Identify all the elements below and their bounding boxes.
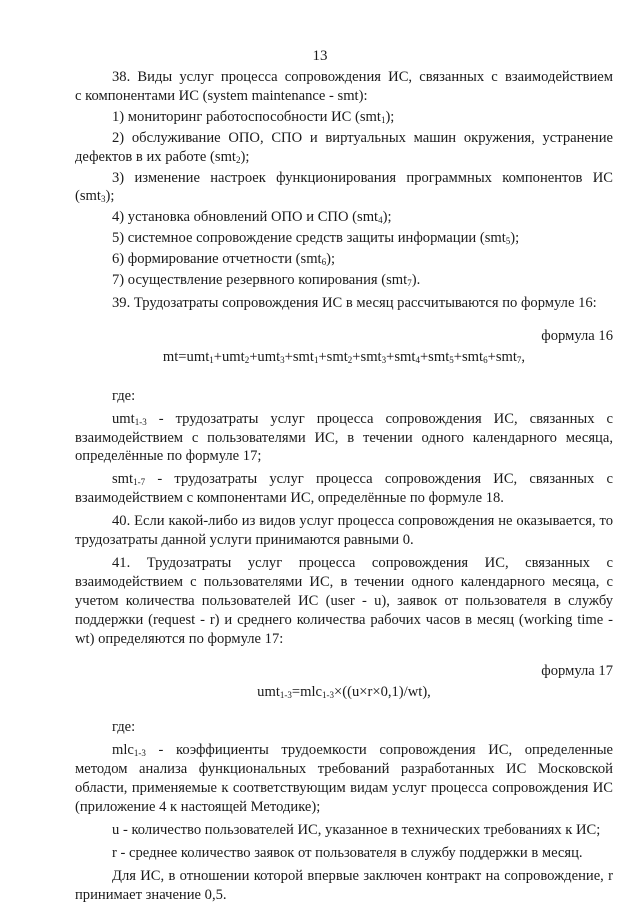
definition-umt: umt$_{1-3}$ - трудозатраты услуг процесса сопровождения ИС, связанных с взаимодействием с пользователями ИС, в течении одного календарного месяца, определённые по формуле 17;	[75, 410, 613, 465]
services-list	[75, 108, 613, 290]
where-label: где:	[112, 719, 136, 736]
list-item: 5) системное сопровождение средств защиты информации (smt$_5$);	[112, 230, 520, 247]
paragraph-38-line-2: с компонентами ИС (system maintenance - smt):	[75, 87, 368, 104]
formula-17: umt$_{1-3}$=mlc$_{1-3}$×((u×r×0,1)/wt),	[257, 684, 431, 701]
document-body	[75, 68, 613, 904]
where-label: где:	[112, 387, 136, 404]
definition-mlc: mlc$_{1-3}$ - коэффициенты трудоемкости сопровождения ИС, определенные методом анализа функциональных требований разработанных ИС Московской области, применяемые к соответствующим видам услуг процесса сопровождения ИС (приложение 4 к настоящей Методике);	[75, 742, 613, 815]
list-item: 7) осуществление резервного копирования (smt$_7$).	[112, 272, 421, 289]
formula-16-label: формула 16	[541, 327, 613, 344]
formula-16: mt=umt$_1$+umt$_2$+umt$_3$+smt$_1$+smt$_2$+smt$_3$+smt$_4$+smt$_5$+smt$_6$+smt$_7$,	[162, 348, 526, 365]
list-item: 2) обслуживание ОПО, СПО и виртуальных машин окружения, устранение дефектов в их работе (smt$_2$);	[75, 129, 613, 165]
definition-smt: smt$_{1-7}$ - трудозатраты услуг процесса сопровождения ИС, связанных с взаимодействием с компонентами ИС, определённые по формуле 18.	[75, 471, 613, 507]
list-item: 3) изменение настроек функционирования программных компонентов ИС (smt$_3$);	[75, 169, 613, 205]
paragraph-39: 39. Трудозатраты сопровождения ИС в месяц рассчитываются по формуле 16:	[112, 294, 597, 311]
definition-u: u - количество пользователей ИС, указанное в технических требованиях к ИС;	[112, 821, 601, 838]
list-item: 6) формирование отчетности (smt$_6$);	[112, 251, 336, 268]
formula-17-label: формула 17	[541, 663, 613, 680]
note-paragraph: Для ИС, в отношении которой впервые заключен контракт на сопровождение, r принимает значение 0,5.	[75, 867, 613, 903]
list-item: 1) мониторинг работоспособности ИС (smt$_1$);	[112, 108, 395, 125]
paragraph-41: 41. Трудозатраты услуг процесса сопровождения ИС, связанных с взаимодействием с пользователями ИС, в течении одного календарного месяца, с учетом количества пользователей ИС (user - u), заявок от пользователя в службу поддержки (request - r) и среднего количества рабочих часов в месяц (working time - wt) определяются по формуле 17:	[75, 554, 613, 647]
list-item: 4) установка обновлений ОПО и СПО (smt$_4$);	[112, 209, 392, 226]
definition-r: r - среднее количество заявок от пользователя в службу поддержки в месяц.	[112, 844, 583, 861]
page-number: 13	[312, 48, 328, 64]
paragraph-40: 40. Если какой-либо из видов услуг процесса сопровождения не оказывается, то трудозатраты данной услуги принимаются равными 0.	[75, 513, 613, 549]
paragraph-38-line-1: 38. Виды услуг процесса сопровождения ИС, связанных с взаимодействием	[112, 69, 613, 85]
